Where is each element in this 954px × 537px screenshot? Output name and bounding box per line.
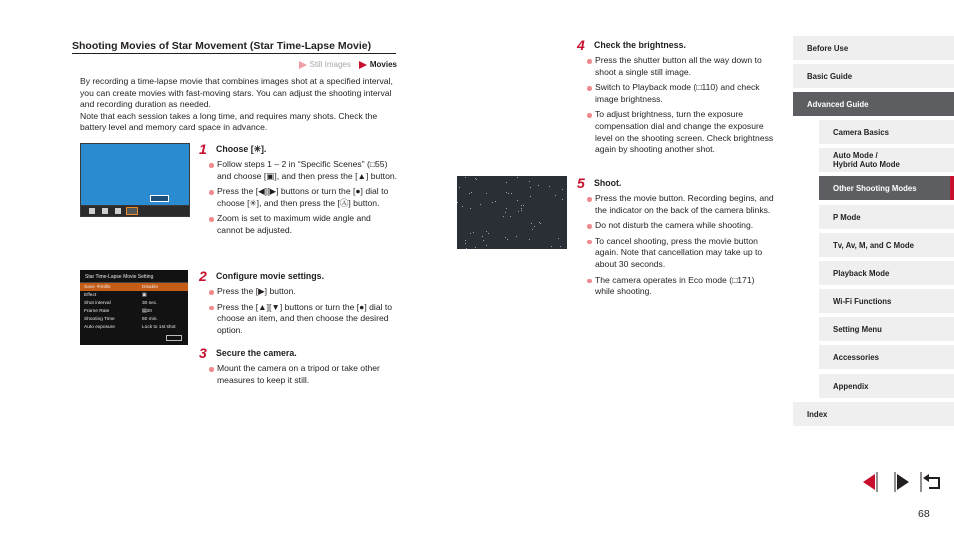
star-dot xyxy=(518,211,519,212)
star-dot xyxy=(521,208,522,209)
step-3-title: 3 Secure the camera. xyxy=(199,345,297,361)
mode-icon xyxy=(102,208,108,214)
star-dot xyxy=(488,233,489,234)
list-item: Press the shutter button all the way down to shoot a single still image. xyxy=(586,55,776,78)
mode-icon xyxy=(115,208,121,214)
step-1-bullets xyxy=(208,159,398,241)
star-dot xyxy=(531,223,532,224)
star-dot xyxy=(466,248,467,249)
star-dot xyxy=(540,223,541,224)
nav-item[interactable]: Basic Guide xyxy=(793,64,954,88)
menu-row-key: Effect xyxy=(84,292,97,298)
star-dot xyxy=(560,246,561,247)
list-item: Press the [▶] button. xyxy=(208,286,394,298)
star-dot xyxy=(523,205,524,206)
nav-item[interactable]: Before Use xyxy=(793,36,954,60)
menu-row-value: ▣ xyxy=(142,292,147,298)
star-dot xyxy=(492,202,493,203)
list-item: Switch to Playback mode (□110) and check image brightness. xyxy=(586,82,776,105)
page-nav xyxy=(859,472,943,492)
next-page-icon[interactable] xyxy=(889,472,913,492)
list-item: Follow steps 1 – 2 in “Specific Scenes” (□55) and choose [▣], and then press the [▲] button. xyxy=(208,159,398,182)
star-dot xyxy=(475,178,476,179)
triangle-right-icon xyxy=(359,61,367,69)
list-item: To cancel shooting, press the movie button again. Note that cancellation may take up to about 30 seconds. xyxy=(586,236,776,271)
star-dot xyxy=(510,216,511,217)
menu-row-value: Disable xyxy=(142,284,158,290)
menu-row-key: Shot interval xyxy=(84,300,111,306)
star-dot xyxy=(562,199,563,200)
step-2-title: 2 Configure movie settings. xyxy=(199,268,325,284)
star-dot xyxy=(558,238,559,239)
crumb-movies[interactable]: Movies xyxy=(359,60,397,69)
star-dot xyxy=(469,193,470,194)
step-5-title: 5 Shoot. xyxy=(577,175,622,191)
menu-screen-header: Star Time-Lapse Movie Setting xyxy=(80,270,188,283)
list-item: Press the movie button. Recording begins, and the indicator on the back of the camera blinks. xyxy=(586,193,776,216)
star-dot xyxy=(457,202,458,203)
camera-screen-image xyxy=(80,143,190,217)
star-dot xyxy=(521,210,522,211)
star-dot xyxy=(532,229,533,230)
nav-item[interactable]: Index xyxy=(793,402,954,426)
step-3-bullets xyxy=(208,363,388,390)
nav-item[interactable]: Other Shooting Modes xyxy=(819,176,954,200)
star-dot xyxy=(551,246,552,247)
list-item: Press the [◀][▶] buttons or turn the [●] dial to choose [✳︎], and then press the [Ⓐ] button. xyxy=(208,186,398,209)
star-dot xyxy=(486,245,487,246)
star-dot xyxy=(506,208,507,209)
menu-row xyxy=(80,307,188,315)
star-dot xyxy=(521,205,522,206)
star-dot xyxy=(506,192,507,193)
list-item: Mount the camera on a tripod or take other measures to keep it still. xyxy=(208,363,388,386)
nav-item[interactable]: Playback Mode xyxy=(819,261,954,285)
intro-paragraph: By recording a time-lapse movie that combines images shot at a specified interval, you can create movies with fast-moving stars. You can adjust the shooting interval and recording duration as needed. xyxy=(80,76,393,110)
breadcrumb xyxy=(282,60,397,69)
star-dot xyxy=(529,239,530,240)
star-dot xyxy=(517,177,518,178)
intro-paragraph: Note that each session takes a long time, and requires many shots. Check the battery level and memory card space in advance. xyxy=(80,110,378,133)
star-dot xyxy=(486,231,487,232)
star-dot xyxy=(555,195,556,196)
star-dot xyxy=(470,233,471,234)
step-5-bullets xyxy=(586,193,776,302)
nav-item[interactable]: Auto Mode / Hybrid Auto Mode xyxy=(819,148,954,172)
menu-button-icon xyxy=(166,335,182,341)
star-dot xyxy=(459,187,460,188)
star-dot xyxy=(508,193,509,194)
list-item: Press the [▲][▼] buttons or turn the [●] dial to choose an item, and then choose the desired option. xyxy=(208,302,394,337)
mode-tag-icon xyxy=(150,195,169,202)
nav-item[interactable]: Tv, Av, M, and C Mode xyxy=(819,233,954,257)
page-number: 68 xyxy=(918,508,930,520)
star-dot xyxy=(538,185,539,186)
star-dot xyxy=(517,200,518,201)
star-dot xyxy=(471,192,472,193)
step-1-title: 1 Choose [✳︎]. xyxy=(199,141,267,157)
star-dot xyxy=(516,236,517,237)
menu-row-value: ▤30 xyxy=(142,308,152,314)
prev-page-icon[interactable] xyxy=(859,472,883,492)
star-dot xyxy=(486,193,487,194)
star-dot xyxy=(506,182,507,183)
star-dot xyxy=(465,177,466,178)
star-dot xyxy=(562,189,563,190)
night-sky-image xyxy=(457,176,567,249)
star-mode-icon xyxy=(126,207,138,215)
star-dot xyxy=(483,240,484,241)
star-dot xyxy=(465,243,466,244)
star-dot xyxy=(473,232,474,233)
star-dot xyxy=(495,201,496,202)
star-dot xyxy=(529,181,530,182)
nav-item[interactable]: Accessories xyxy=(819,345,954,369)
star-dot xyxy=(505,212,506,213)
star-dot xyxy=(470,208,471,209)
star-dot xyxy=(511,193,512,194)
menu-row-value: 30 sec. xyxy=(142,300,158,306)
menu-row-key: Auto exposure xyxy=(84,324,115,330)
list-item: Zoom is set to maximum wide angle and cannot be adjusted. xyxy=(208,213,398,236)
section-title: Shooting Movies of Star Movement (Star Time-Lapse Movie) xyxy=(72,40,396,54)
star-dot xyxy=(480,204,481,205)
menu-row xyxy=(80,291,188,299)
star-dot xyxy=(482,236,483,237)
nav-item[interactable]: Setting Menu xyxy=(819,317,954,341)
star-dot xyxy=(534,226,535,227)
nav-item[interactable]: Appendix xyxy=(819,374,954,398)
menu-row xyxy=(80,283,188,291)
list-item: To adjust brightness, turn the exposure compensation dial and change the exposure level on the shooting screen. Check brightness again by shooting another shot. xyxy=(586,109,776,155)
star-dot xyxy=(505,237,506,238)
list-item: The camera operates in Eco mode (□171) while shooting. xyxy=(586,275,776,298)
nav-item[interactable]: P Mode xyxy=(819,205,954,229)
menu-row-value: 60 min. xyxy=(142,316,158,322)
star-dot xyxy=(530,196,531,197)
menu-row-key: Save ✳Stills xyxy=(84,284,111,290)
return-icon[interactable] xyxy=(919,472,943,492)
nav-item[interactable]: Advanced Guide xyxy=(793,92,954,116)
menu-screen-image xyxy=(80,270,188,345)
step-2-bullets xyxy=(208,286,394,340)
crumb-still-images[interactable]: Still Images xyxy=(299,60,351,69)
intro-text xyxy=(80,76,398,134)
star-dot xyxy=(475,247,476,248)
menu-row-value: Lock to 1st shot xyxy=(142,324,176,330)
star-dot xyxy=(507,239,508,240)
menu-row-key: Frame Rate xyxy=(84,308,110,314)
nav-item[interactable]: Wi-Fi Functions xyxy=(819,289,954,313)
menu-row xyxy=(80,323,188,331)
star-dot xyxy=(465,240,466,241)
star-dot xyxy=(530,187,531,188)
star-dot xyxy=(503,216,504,217)
star-dot xyxy=(539,222,540,223)
step-4-title: 4 Check the brightness. xyxy=(577,37,686,53)
triangle-right-icon xyxy=(299,61,307,69)
star-dot xyxy=(476,179,477,180)
menu-row xyxy=(80,315,188,323)
star-dot xyxy=(549,186,550,187)
star-dot xyxy=(462,206,463,207)
menu-row-key: Shooting Time xyxy=(84,316,115,322)
mode-icon xyxy=(89,208,95,214)
list-item: Do not disturb the camera while shooting. xyxy=(586,220,776,232)
step-4-bullets xyxy=(586,55,776,160)
menu-row xyxy=(80,299,188,307)
nav-item[interactable]: Camera Basics xyxy=(819,120,954,144)
screen-preview xyxy=(81,144,189,205)
